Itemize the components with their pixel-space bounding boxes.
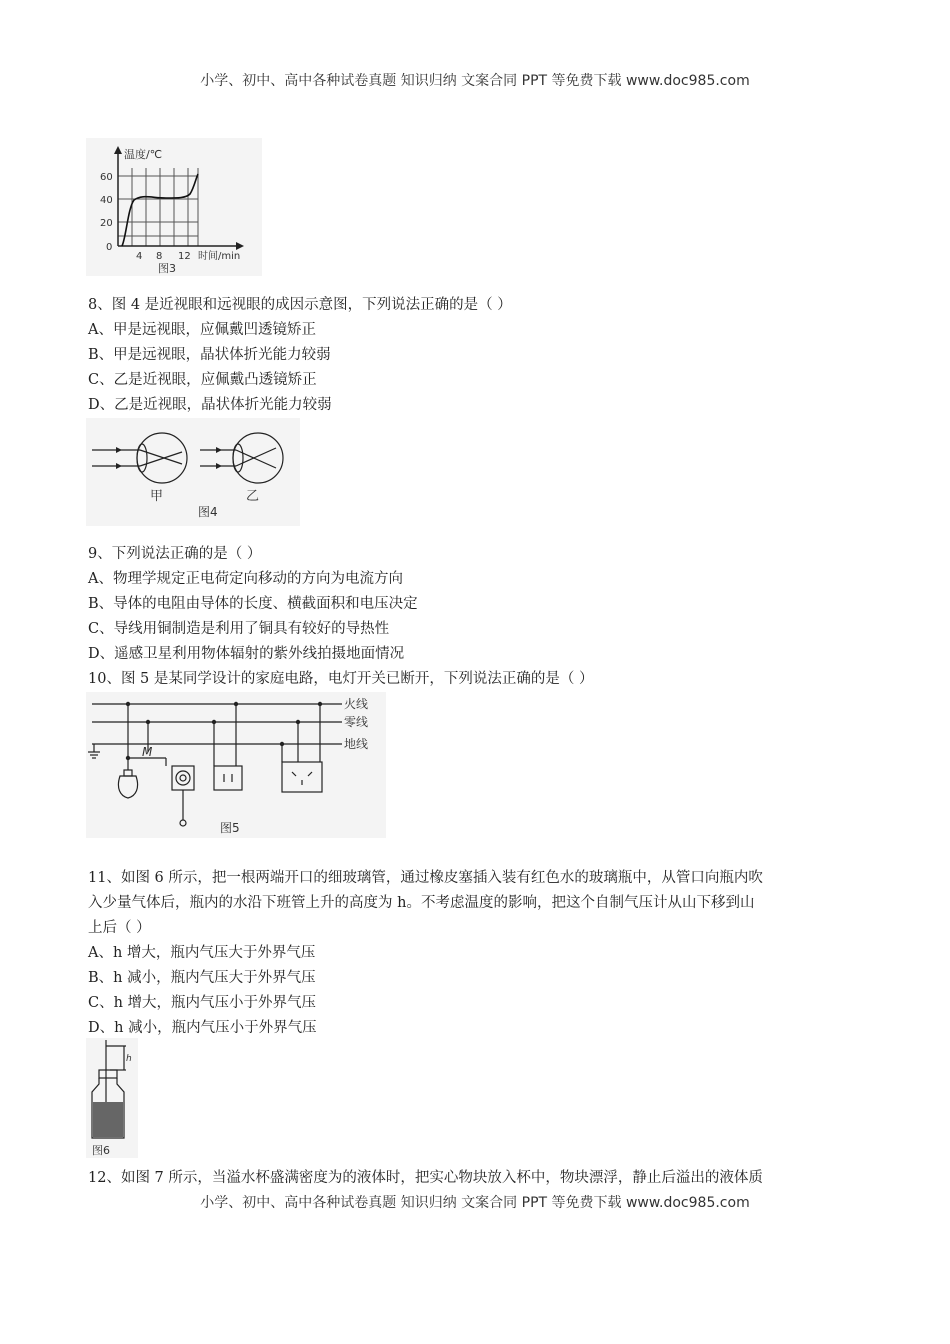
figure-5-household-circuit <box>86 692 386 838</box>
fig3-xtick: 4 <box>136 251 143 262</box>
fig3-ytick: 60 <box>100 172 113 183</box>
figure-3-temperature-graph <box>86 138 262 276</box>
fig3-ytick: 0 <box>106 242 113 253</box>
q9-option: A、物理学规定正电荷定向移动的方向为电流方向 <box>88 571 403 587</box>
q11-option: A、h 增大，瓶内气压大于外界气压 <box>88 945 316 961</box>
q8-option: B、甲是远视眼，晶状体折光能力较弱 <box>88 347 331 363</box>
fig6-h-label: h <box>126 1054 132 1064</box>
figure-6-barometer-bottle <box>86 1038 138 1158</box>
page-footer: 小学、初中、高中各种试卷真题 知识归纳 文案合同 PPT 等免费下载 www.doc985.com <box>200 1195 750 1211</box>
q8-stem: 8、图 4 是近视眼和远视眼的成因示意图，下列说法正确的是（ ） <box>88 297 512 313</box>
fig3-ytick: 20 <box>100 218 113 229</box>
fig4-caption: 图4 <box>198 505 218 519</box>
fig3-xtick: 12 <box>178 251 191 262</box>
q9-option: C、导线用铜制造是利用了铜具有较好的导热性 <box>88 621 390 637</box>
q8-option: C、乙是近视眼，应佩戴凸透镜矫正 <box>88 372 317 388</box>
fig5-live-wire-label: 火线 <box>344 697 369 711</box>
fig5-ground-wire-label: 地线 <box>344 737 369 751</box>
fig5-caption: 图5 <box>220 821 240 835</box>
q8-option: A、甲是远视眼，应佩戴凹透镜矫正 <box>88 322 316 338</box>
q11-stem-line: 11、如图 6 所示，把一根两端开口的细玻璃管，通过橡皮塞插入装有红色水的玻璃瓶中，从管口向瓶内吹 <box>88 870 763 886</box>
q11-stem-line: 上后（ ） <box>88 920 151 936</box>
q11-stem-line: 入少量气体后，瓶内的水沿下班管上升的高度为 h。不考虑温度的影响，把这个自制气压计从山下移到山 <box>88 895 755 911</box>
q11-option: D、h 减小，瓶内气压小于外界气压 <box>88 1020 317 1036</box>
q12-stem: 12、如图 7 所示，当溢水杯盛满密度为的液体时，把实心物块放入杯中，物块漂浮，静止后溢出的液体质 <box>88 1170 763 1186</box>
q9-option: D、遥感卫星利用物体辐射的紫外线拍摄地面情况 <box>88 646 405 662</box>
q8-option: D、乙是近视眼，晶状体折光能力较弱 <box>88 397 332 413</box>
fig4-label-yi: 乙 <box>246 489 260 504</box>
q9-option: B、导体的电阻由导体的长度、横截面积和电压决定 <box>88 596 418 612</box>
fig5-neutral-wire-label: 零线 <box>344 715 369 729</box>
fig6-caption: 图6 <box>92 1144 110 1157</box>
q10-stem: 10、图 5 是某同学设计的家庭电路，电灯开关已断开，下列说法正确的是（ ） <box>88 671 594 687</box>
q9-stem: 9、下列说法正确的是（ ） <box>88 546 262 562</box>
fig3-caption: 图3 <box>158 262 176 275</box>
fig4-label-jia: 甲 <box>150 489 164 504</box>
fig3-ylabel: 温度/℃ <box>124 148 163 161</box>
fig5-m-label: M <box>142 745 153 759</box>
fig3-xlabel: 时间/min <box>198 251 241 262</box>
page-header: 小学、初中、高中各种试卷真题 知识归纳 文案合同 PPT 等免费下载 www.doc985.com <box>200 73 750 89</box>
fig3-xtick: 8 <box>156 251 163 262</box>
figure-4-eye-diagram <box>86 418 300 526</box>
q11-option: C、h 增大，瓶内气压小于外界气压 <box>88 995 317 1011</box>
q11-option: B、h 减小，瓶内气压大于外界气压 <box>88 970 316 986</box>
fig3-ytick: 40 <box>100 195 113 206</box>
